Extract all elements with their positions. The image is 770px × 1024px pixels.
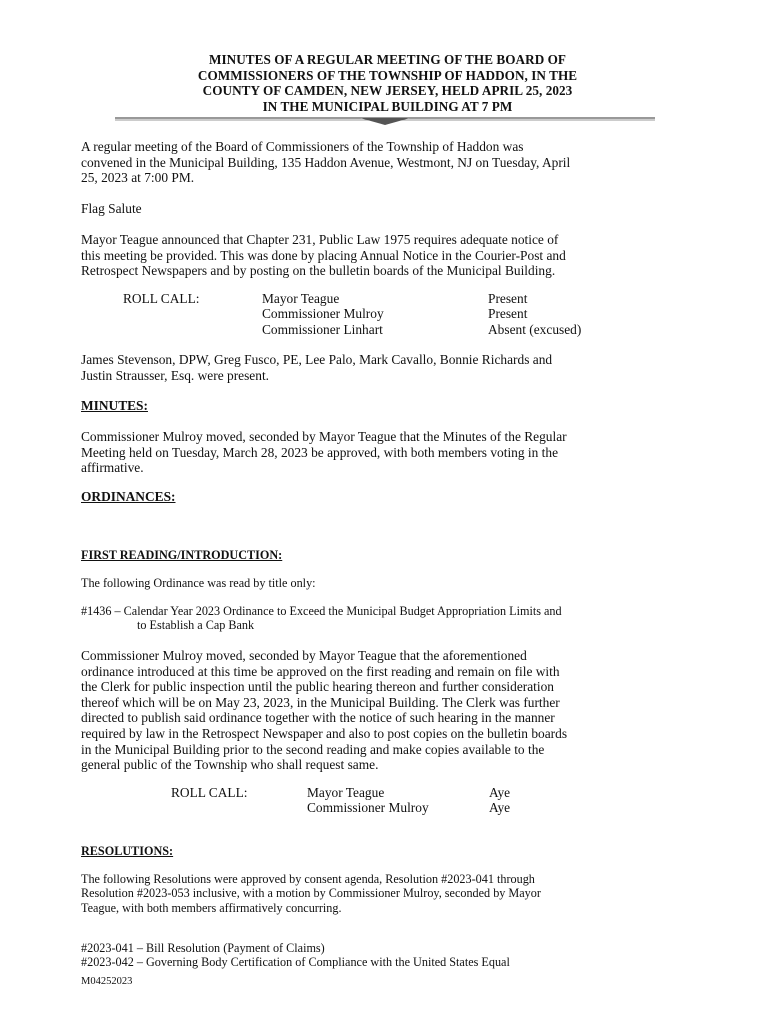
notice-paragraph (81, 232, 691, 279)
intro-paragraph (81, 139, 691, 186)
title-line: IN THE MUNICIPAL BUILDING AT 7 PM (262, 98, 513, 114)
text-line: this meeting be provided. This was done by placing Annual Notice in the Courier-Post and (81, 247, 566, 263)
resolutions-paragraph (81, 872, 691, 915)
ordinances-heading: ORDINANCES: (81, 489, 176, 504)
roll-call-status: Present (488, 291, 528, 306)
roll-call-statuses (488, 291, 581, 337)
text-line: Resolution #2023-053 inclusive, with a motion by Commissioner Mulroy, seconded by Mayor (81, 886, 541, 901)
roll-call-statuses (489, 785, 510, 816)
text-line: 25, 2023 at 7:00 PM. (81, 170, 195, 186)
text-line: affirmative. (81, 460, 144, 476)
text-line: ordinance introduced at this time be approved on the first reading and remain on file with (81, 663, 560, 679)
resolutions-heading: RESOLUTIONS: (81, 844, 174, 858)
ordinance-motion-paragraph (81, 648, 691, 773)
text-line: Commissioner Mulroy moved, seconded by Mayor Teague that the Minutes of the Regular (81, 429, 567, 444)
title-line: MINUTES OF A REGULAR MEETING OF THE BOARD OF (208, 52, 567, 67)
roll-call-status: Aye (489, 785, 511, 800)
roll-call-name: Mayor Teague (307, 785, 385, 800)
text-line: Mayor Teague announced that Chapter 231, Public Law 1975 requires adequate notice of (81, 232, 559, 247)
text-line: Commissioner Mulroy moved, seconded by Mayor Teague that the aforementioned (81, 648, 527, 663)
roll-call-name: Commissioner Linhart (262, 321, 383, 337)
minutes-paragraph (81, 429, 691, 476)
roll-call-names (307, 785, 429, 816)
first-reading-heading: FIRST READING/INTRODUCTION: (81, 548, 283, 562)
text-line: directed to publish said ordinance together with the notice of such hearing in the manner (81, 710, 555, 726)
title-line: COMMISSIONERS OF THE TOWNSHIP OF HADDON, IN THE (197, 67, 578, 83)
roll-call-name: Commissioner Mulroy (307, 800, 429, 816)
roll-call-status: Absent (excused) (488, 321, 582, 337)
text-line: convened in the Municipal Building, 135 Haddon Avenue, Westmont, NJ on Tuesday, April (81, 154, 571, 170)
text-line: The following Resolutions were approved by consent agenda, Resolution #2023-041 through (81, 872, 535, 886)
title-line: COUNTY OF CAMDEN, NEW JERSEY, HELD APRIL 25, 2023 (202, 83, 573, 98)
text-line: A regular meeting of the Board of Commissioners of the Township of Haddon was (81, 139, 524, 154)
roll-call-name: Commissioner Mulroy (262, 306, 384, 322)
text-line: James Stevenson, DPW, Greg Fusco, PE, Lee Palo, Mark Cavallo, Bonnie Richards and (81, 352, 553, 367)
text-line: Justin Strausser, Esq. were present. (81, 367, 270, 383)
text-line: thereof which will be on May 23, 2023, in the Municipal Building. The Clerk was further (81, 694, 560, 710)
flag-salute: Flag Salute (81, 201, 142, 216)
resolution-item: #2023-041 – Bill Resolution (Payment of Claims) (81, 941, 325, 955)
text-line: general public of the Township who shall request same. (81, 757, 379, 773)
text-line: #1436 – Calendar Year 2023 Ordinance to Exceed the Municipal Budget Appropriation Limits and (81, 604, 562, 618)
roll-call-status: Aye (489, 800, 511, 816)
text-line: Teague, with both members affirmatively concurring. (81, 900, 342, 915)
roll-call-name: Mayor Teague (262, 291, 340, 306)
resolution-item: #2023-042 – Governing Body Certification of Compliance with the United States Equal (81, 955, 510, 970)
text-line: Retrospect Newspapers and by posting on the bulletin boards of the Municipal Building. (81, 263, 556, 279)
title-divider (115, 116, 655, 126)
text-line: to Establish a Cap Bank (137, 618, 255, 633)
roll-call-label: ROLL CALL: (171, 785, 248, 800)
text-line: in the Municipal Building prior to the second reading and make copies available to the (81, 741, 545, 757)
resolution-list (81, 941, 691, 970)
text-line: Meeting held on Tuesday, March 28, 2023 be approved, with both members voting in the (81, 444, 559, 460)
roll-call-label: ROLL CALL: (123, 291, 200, 306)
text-line: required by law in the Retrospect Newspaper and also to post copies on the bulletin boards (81, 725, 568, 741)
read-by-title: The following Ordinance was read by title only: (81, 576, 316, 590)
minutes-heading: MINUTES: (81, 398, 148, 413)
roll-call-names (262, 291, 384, 337)
document-title (100, 52, 675, 114)
text-line: the Clerk for public inspection until the public hearing thereon and further consideration (81, 679, 554, 695)
ordinance-1436 (81, 604, 691, 633)
roll-call-status: Present (488, 306, 528, 322)
present-paragraph (81, 352, 691, 383)
footer-code: M04252023 (81, 976, 133, 987)
